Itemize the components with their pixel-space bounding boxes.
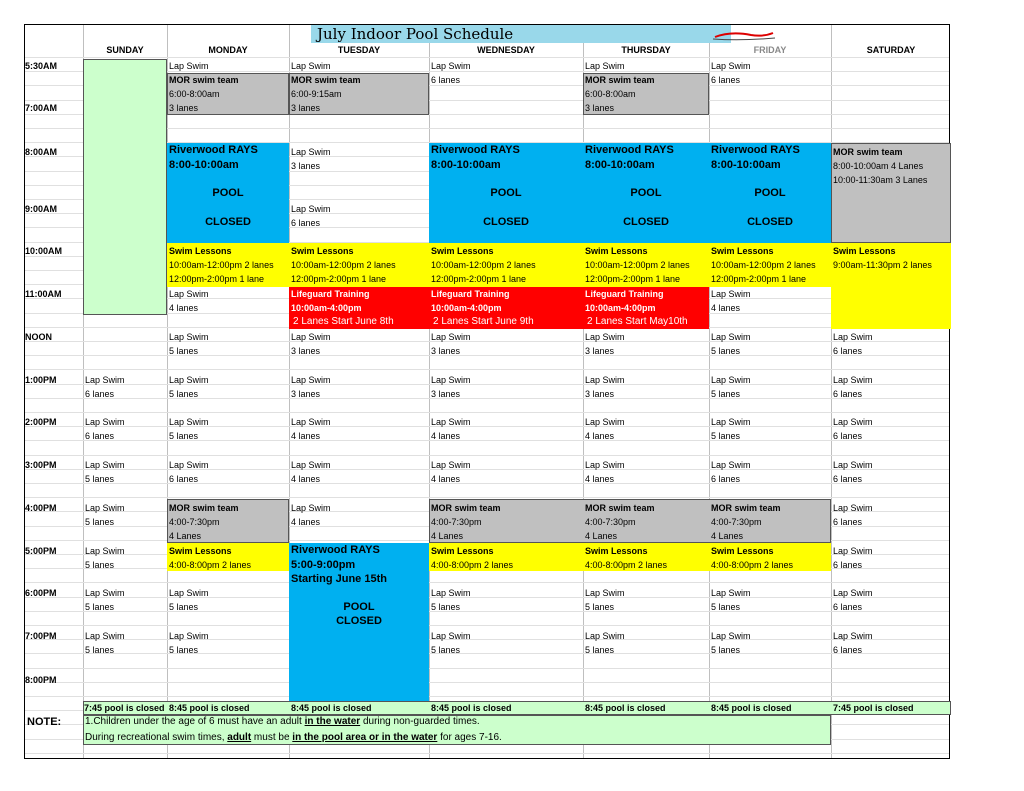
cell-text: Lap Swim <box>291 204 331 214</box>
cell-text: Swim Lessons <box>431 246 494 256</box>
time-500pm: 5:00PM <box>25 546 57 556</box>
note-label: NOTE: <box>27 716 62 728</box>
cell-text: 3 lanes <box>585 103 615 113</box>
cell-text: CLOSED <box>623 216 669 228</box>
grid-row-line <box>25 57 949 58</box>
cell-text: Lap Swim <box>291 61 331 71</box>
cell-text: 12:00pm-2:00pm 1 lane <box>291 274 387 284</box>
cell-text: 3 lanes <box>291 161 321 171</box>
cell-text: 6 lanes <box>833 517 863 527</box>
grid-row-line <box>25 455 949 456</box>
cell-text: Swim Lessons <box>711 546 774 556</box>
grid-row-line <box>25 412 949 413</box>
cell-text: 6 lanes <box>85 389 115 399</box>
grid-row-line <box>25 398 949 399</box>
cell-text: 12:00pm-2:00pm 1 lane <box>585 274 681 284</box>
cell-text: Lap Swim <box>169 631 209 641</box>
cell-text: MOR swim team <box>169 503 239 513</box>
cell-text: Lap Swim <box>85 503 125 513</box>
grid-row-line <box>25 653 949 654</box>
cell-text: 5 lanes <box>711 602 741 612</box>
cell-text: 2 Lanes Start June 9th <box>433 316 534 327</box>
cell-text: 8:00-10:00am <box>431 159 501 171</box>
cell-text: Lap Swim <box>711 61 751 71</box>
cell-text: Lap Swim <box>85 375 125 385</box>
cell-text: 4 lanes <box>431 474 461 484</box>
cell-text: POOL <box>343 601 375 613</box>
cell-text: Swim Lessons <box>169 546 232 556</box>
note-text: During recreational swim times, <box>85 732 228 743</box>
grid-row-line <box>25 625 949 626</box>
time-noon: NOON <box>25 332 52 342</box>
grid-row-line <box>25 369 949 370</box>
time-530am: 5:30AM <box>25 61 58 71</box>
cell-text: CLOSED <box>747 216 793 228</box>
closing-friday: 8:45 pool is closed <box>711 703 792 713</box>
grid-row-line <box>25 355 949 356</box>
grid-row-line <box>25 753 949 754</box>
cell-text: Lap Swim <box>85 417 125 427</box>
cell-text: MOR swim team <box>291 75 361 85</box>
cell-text: 5 lanes <box>85 517 115 527</box>
cell-text: Lap Swim <box>431 332 471 342</box>
cell-text: 5 lanes <box>85 602 115 612</box>
cell-text: 3 lanes <box>291 346 321 356</box>
note-emphasis: adult <box>227 732 252 743</box>
cell-text: 5 lanes <box>169 602 199 612</box>
cell-text: Lap Swim <box>431 375 471 385</box>
cell-text: MOR swim team <box>169 75 239 85</box>
time-400pm: 4:00PM <box>25 503 57 513</box>
time-900am: 9:00AM <box>25 204 58 214</box>
cell-text: CLOSED <box>483 216 529 228</box>
cell-text: POOL <box>490 187 522 199</box>
grid-row-line <box>25 440 949 441</box>
cell-text: 4:00-7:30pm <box>431 517 482 527</box>
cell-text: 10:00am-12:00pm 2 lanes <box>585 260 690 270</box>
time-800pm: 8:00PM <box>25 675 57 685</box>
cell-text: 8:00-10:00am <box>169 159 239 171</box>
cell-text: Lap Swim <box>431 61 471 71</box>
cell-text: CLOSED <box>336 615 382 627</box>
cell-text: POOL <box>630 187 662 199</box>
cell-text: 4 lanes <box>291 431 321 441</box>
cell-text: Lap Swim <box>711 417 751 427</box>
cell-text: 3 lanes <box>585 346 615 356</box>
cell-text: 4 lanes <box>585 474 615 484</box>
cell-text: Lap Swim <box>169 289 209 299</box>
cell-text: 9:00am-11:30pm 2 lanes <box>833 260 932 270</box>
cell-text: POOL <box>754 187 786 199</box>
cell-text: Lap Swim <box>169 460 209 470</box>
grid-col-line <box>831 25 832 758</box>
cell-text: 6:00-9:15am <box>291 89 342 99</box>
grid-row-line <box>25 469 949 470</box>
cell-text: MOR swim team <box>711 503 781 513</box>
cell-text: MOR swim team <box>585 503 655 513</box>
cell-text: Lap Swim <box>585 417 625 427</box>
cell-text: 10:00am-4:00pm <box>585 303 656 313</box>
time-700pm: 7:00PM <box>25 631 57 641</box>
cell-text: Lap Swim <box>585 332 625 342</box>
cell-text: 6 lanes <box>833 645 863 655</box>
cell-text: 6:00-8:00am <box>585 89 636 99</box>
cell-text: 4 lanes <box>291 474 321 484</box>
cell-text: Lap Swim <box>585 375 625 385</box>
cell-text: 2 Lanes Start June 8th <box>293 316 394 327</box>
cell-text: Riverwood RAYS <box>169 144 258 156</box>
closing-saturday: 7:45 pool is closed <box>833 703 914 713</box>
cell-text: Lap Swim <box>291 503 331 513</box>
cell-text: 8:00-10:00am <box>711 159 781 171</box>
cell-text: Lap Swim <box>169 588 209 598</box>
cell-text: Riverwood RAYS <box>711 144 800 156</box>
cell-text: 3 lanes <box>291 103 321 113</box>
cell-text: Lap Swim <box>169 61 209 71</box>
cell-text: 4 lanes <box>711 303 741 313</box>
cell-text: 4:00-8:00pm 2 lanes <box>711 560 794 570</box>
cell-text: 4 lanes <box>291 517 321 527</box>
cell-text: Lap Swim <box>711 631 751 641</box>
cell-text: 3 lanes <box>585 389 615 399</box>
cell-text: Lap Swim <box>833 417 873 427</box>
cell-text: 5 lanes <box>169 389 199 399</box>
grid-col-line <box>583 25 584 758</box>
header-wednesday: WEDNESDAY <box>477 45 535 55</box>
cell-text: Lap Swim <box>169 332 209 342</box>
cell-text: 5 lanes <box>169 346 199 356</box>
cell-text: 12:00pm-2:00pm 1 lane <box>431 274 527 284</box>
cell-text: Lap Swim <box>291 332 331 342</box>
cell-text: 4:00-7:30pm <box>169 517 220 527</box>
cell-text: Swim Lessons <box>585 546 648 556</box>
cell-text: Lap Swim <box>711 332 751 342</box>
time-600pm: 6:00PM <box>25 588 57 598</box>
time-100pm: 1:00PM <box>25 375 57 385</box>
header-thursday: THURSDAY <box>621 45 671 55</box>
schedule-title: July Indoor Pool Schedule <box>311 25 731 43</box>
cell-text: 6 lanes <box>833 560 863 570</box>
cell-text: 3 lanes <box>431 389 461 399</box>
cell-text: 5 lanes <box>711 346 741 356</box>
cell-text: MOR swim team <box>585 75 655 85</box>
grid-row-line <box>25 668 949 669</box>
grid-row-line <box>25 582 949 583</box>
cell-text: Lap Swim <box>291 147 331 157</box>
cell-text: Lap Swim <box>711 460 751 470</box>
cell-text: 6 lanes <box>833 602 863 612</box>
cell-text: 6 lanes <box>169 474 199 484</box>
cell-text: 3 lanes <box>431 346 461 356</box>
grid-row-line <box>25 341 949 342</box>
cell-text: 5:00-9:00pm <box>291 559 356 571</box>
cell-text: 5 lanes <box>85 560 115 570</box>
cell-text: 5 lanes <box>169 431 199 441</box>
cell-text: Lifeguard Training <box>291 289 370 299</box>
grid-row-line <box>25 682 949 683</box>
grid-row-line <box>25 597 949 598</box>
cell-text: 10:00am-12:00pm 2 lanes <box>431 260 536 270</box>
cell-text: 8:00-10:00am <box>585 159 655 171</box>
cell-text: 5 lanes <box>431 602 461 612</box>
time-300pm: 3:00PM <box>25 460 57 470</box>
cell-text: 6 lanes <box>711 474 741 484</box>
cell-text: Swim Lessons <box>585 246 648 256</box>
cell-text: 12:00pm-2:00pm 1 lane <box>711 274 807 284</box>
cell-text: Lap Swim <box>833 332 873 342</box>
cell-text: 4:00-7:30pm <box>585 517 636 527</box>
cell-text: 10:00am-12:00pm 2 lanes <box>169 260 274 270</box>
cell-text: 5 lanes <box>711 645 741 655</box>
cell-text: Lap Swim <box>431 460 471 470</box>
cell-text: Riverwood RAYS <box>291 544 380 556</box>
cell-text: Lap Swim <box>585 588 625 598</box>
cell-text: Lap Swim <box>833 375 873 385</box>
cell-text: 10:00am-4:00pm <box>431 303 502 313</box>
closing-monday: 8:45 pool is closed <box>169 703 250 713</box>
cell-text: 10:00-11:30am 3 Lanes <box>833 175 928 185</box>
cell-text: MOR swim team <box>833 147 903 157</box>
cell-text: Lap Swim <box>291 460 331 470</box>
cell-text: 6 lanes <box>431 75 461 85</box>
cell-text: 6 lanes <box>291 218 321 228</box>
cell-text: Lap Swim <box>431 417 471 427</box>
cell-text: Lap Swim <box>833 631 873 641</box>
grid-col-line <box>167 25 168 758</box>
time-200pm: 2:00PM <box>25 417 57 427</box>
header-monday: MONDAY <box>208 45 248 55</box>
cell-text: 5 lanes <box>85 645 115 655</box>
cell-text: 5 lanes <box>169 645 199 655</box>
grid-row-line <box>25 497 949 498</box>
cell-text: Lap Swim <box>169 417 209 427</box>
cell-text: 10:00am-12:00pm 2 lanes <box>711 260 816 270</box>
cell-text: Lap Swim <box>585 460 625 470</box>
cell-text: 12:00pm-2:00pm 1 lane <box>169 274 265 284</box>
cell-text: Lap Swim <box>169 375 209 385</box>
cell-text: 5 lanes <box>711 389 741 399</box>
cell-text: Lap Swim <box>85 588 125 598</box>
cell-text: 4 lanes <box>431 431 461 441</box>
cell-text: Lap Swim <box>833 503 873 513</box>
cell-text: 6 lanes <box>833 474 863 484</box>
cell-text: Swim Lessons <box>169 246 232 256</box>
note-emphasis: in the water <box>304 716 361 727</box>
cell-text: 6:00-8:00am <box>169 89 220 99</box>
note-line-1 <box>85 715 480 729</box>
cell-text: 4 Lanes <box>585 531 618 541</box>
note-text: 1.Children under the age of 6 must have an adult <box>85 716 305 727</box>
cell-text: Lap Swim <box>833 588 873 598</box>
grid-row-line <box>25 426 949 427</box>
cell-text: Lap Swim <box>85 631 125 641</box>
closing-thursday: 8:45 pool is closed <box>585 703 666 713</box>
grid-row-line <box>25 639 949 640</box>
cell-text: 4 Lanes <box>169 531 202 541</box>
cell-text: 3 lanes <box>169 103 199 113</box>
time-1000am: 10:00AM <box>25 246 63 256</box>
logo-icon <box>711 29 777 41</box>
cell-text: 4:00-7:30pm <box>711 517 762 527</box>
cell-text: 8:00-10:00am 4 Lanes <box>833 161 924 171</box>
cell-text: Lap Swim <box>85 546 125 556</box>
cell-text: Lifeguard Training <box>585 289 664 299</box>
cell-text: 4 lanes <box>169 303 199 313</box>
cell-text: MOR swim team <box>431 503 501 513</box>
time-1100am: 11:00AM <box>25 289 62 299</box>
sunday-closed-block <box>83 59 167 315</box>
cell-text: Lap Swim <box>833 460 873 470</box>
note-text: for ages 7-16. <box>437 732 502 743</box>
cell-text: Lap Swim <box>85 460 125 470</box>
closing-wednesday: 8:45 pool is closed <box>431 703 512 713</box>
cell-text: 6 lanes <box>833 431 863 441</box>
cell-text: 4:00-8:00pm 2 lanes <box>431 560 514 570</box>
cell-text: 5 lanes <box>585 645 615 655</box>
cell-text: 4:00-8:00pm 2 lanes <box>169 560 252 570</box>
closing-tuesday: 8:45 pool is closed <box>291 703 372 713</box>
cell-text: 5 lanes <box>711 431 741 441</box>
cell-text: Lap Swim <box>585 61 625 71</box>
cell-text: 6 lanes <box>833 389 863 399</box>
grid-col-line <box>429 25 430 758</box>
note-line-2 <box>85 731 502 745</box>
cell-text: Lap Swim <box>711 588 751 598</box>
cell-text: 5 lanes <box>585 602 615 612</box>
cell-text: 10:00am-12:00pm 2 lanes <box>291 260 396 270</box>
grid-row-line <box>25 696 949 697</box>
header-tuesday: TUESDAY <box>337 45 381 55</box>
cell-text: Swim Lessons <box>431 546 494 556</box>
note-text: during non-guarded times. <box>360 716 480 727</box>
cell-text: Lifeguard Training <box>431 289 510 299</box>
grid-row-line <box>25 384 949 385</box>
cell-text: POOL <box>212 187 244 199</box>
grid-row-line <box>25 611 949 612</box>
header-sunday: SUNDAY <box>106 45 144 55</box>
cell-text: 6 lanes <box>85 431 115 441</box>
cell-text: Swim Lessons <box>291 246 354 256</box>
grid-col-line <box>709 25 710 758</box>
cell-text: 4 Lanes <box>431 531 464 541</box>
grid-row-line <box>25 483 949 484</box>
time-800am: 8:00AM <box>25 147 58 157</box>
swim-lessons-saturday-extend <box>831 287 951 329</box>
cell-text: Starting June 15th <box>291 573 387 585</box>
cell-text: 2 Lanes Start May10th <box>587 316 688 327</box>
cell-text: Lap Swim <box>585 631 625 641</box>
cell-text: Lap Swim <box>291 375 331 385</box>
cell-text: 3 lanes <box>291 389 321 399</box>
cell-text: Lap Swim <box>711 289 751 299</box>
cell-text: 6 lanes <box>833 346 863 356</box>
cell-text: Lap Swim <box>431 631 471 641</box>
cell-text: CLOSED <box>205 216 251 228</box>
note-text: must be <box>251 732 293 743</box>
cell-text: Riverwood RAYS <box>585 144 674 156</box>
cell-text: Lap Swim <box>431 588 471 598</box>
cell-text: Swim Lessons <box>711 246 774 256</box>
cell-text: 5 lanes <box>431 645 461 655</box>
note-emphasis: in the pool area or in the water <box>292 732 438 743</box>
cell-text: 5 lanes <box>85 474 115 484</box>
cell-text: 10:00am-4:00pm <box>291 303 362 313</box>
pool-schedule-sheet <box>24 24 950 759</box>
cell-text: Lap Swim <box>833 546 873 556</box>
time-700am: 7:00AM <box>25 103 58 113</box>
cell-text: 4 Lanes <box>711 531 744 541</box>
cell-text: 4:00-8:00pm 2 lanes <box>585 560 668 570</box>
closing-sunday: 7:45 pool is closed <box>84 703 165 713</box>
cell-text: Lap Swim <box>291 417 331 427</box>
cell-text: 4 lanes <box>585 431 615 441</box>
header-saturday: SATURDAY <box>866 45 916 55</box>
cell-text: Lap Swim <box>711 375 751 385</box>
cell-text: Swim Lessons <box>833 246 896 256</box>
cell-text: Riverwood RAYS <box>431 144 520 156</box>
cell-text: 6 lanes <box>711 75 741 85</box>
header-friday: FRIDAY <box>753 45 787 55</box>
